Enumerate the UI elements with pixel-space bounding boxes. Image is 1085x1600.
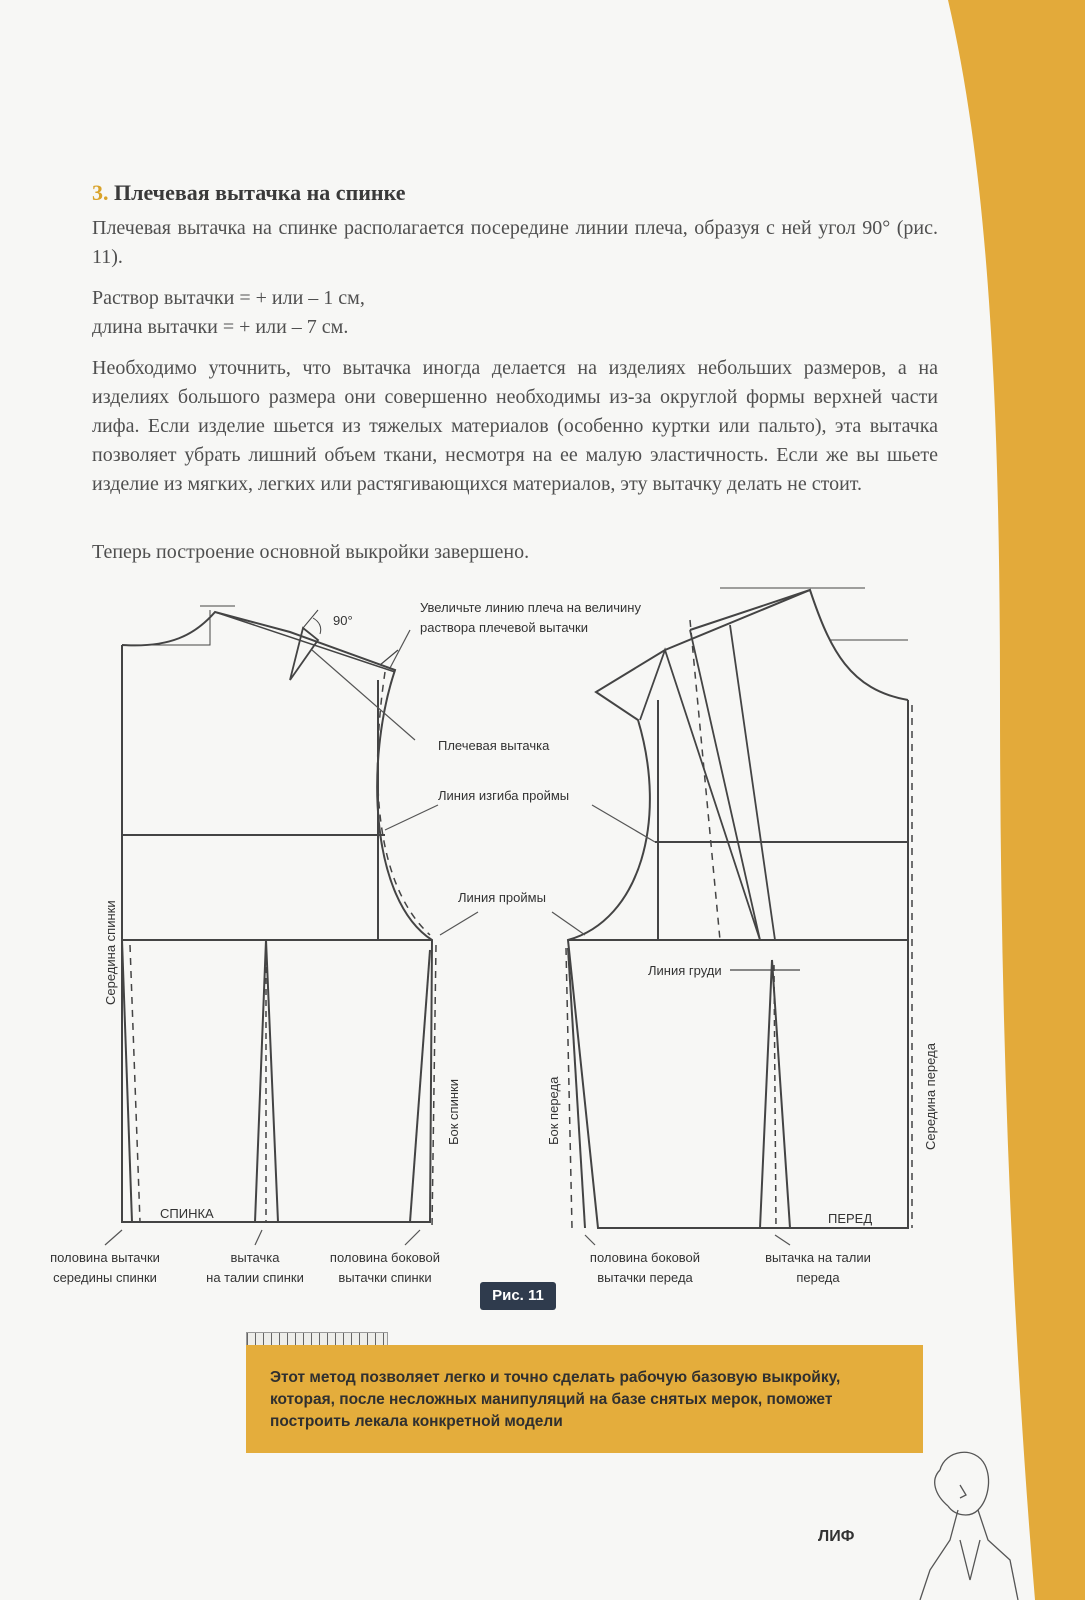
label-back-half-dart-2: середины спинки <box>53 1270 157 1285</box>
paragraph-explanation: Необходимо уточнить, что вытачка иногда делается на изделиях небольших размеров, а на изделиях большого размера они совершенно необходимы из-за округлой формы верхней части лифа. Если изделие шьется из тяжелых материалов (особенно куртки или пальто), эта вытачка позволяет убрать лишний объем ткани, несмотря на ее малую эластичность. Если же вы шьете изделие из мягких, легких или растягивающихся материалов, эту вытачку делать не стоит. <box>92 357 938 495</box>
paragraph-dart-length: длина вытачки = + или – 7 см. <box>92 316 349 338</box>
paragraph-conclusion: Теперь построение основной выкройки завершено. <box>92 541 530 563</box>
label-front-side-dart-2: вытачки переда <box>597 1270 693 1285</box>
back-outline <box>122 612 432 1222</box>
figure-badge: Рис. 11 <box>480 1282 556 1310</box>
note-box: Этот метод позволяет легко и точно сделать рабочую базовую выкройку, которая, после несложных манипуляций на базе снятых мерок, поможет построить лекала конкретной модели <box>246 1345 923 1453</box>
callout-extend-line-1: Увеличьте линию плеча на величину <box>420 600 641 615</box>
footer-chapter-label: ЛИФ <box>818 1528 855 1545</box>
label-back-side-dart-2: вытачки спинки <box>338 1270 432 1285</box>
back-shoulder-dart <box>290 628 318 680</box>
back-center-line <box>122 940 132 1222</box>
back-side-label: Бок спинки <box>446 1079 461 1145</box>
back-center-label: Середина спинки <box>103 900 118 1005</box>
front-center-label: Середина переда <box>923 1043 938 1150</box>
section-number: 3. <box>92 180 109 205</box>
paragraph-intro: Плечевая вытачка на спинке располагается посередине линии плеча, образуя с ней угол 90° (рис. 11). <box>92 217 938 268</box>
back-piece-label: СПИНКА <box>160 1206 214 1221</box>
section-title <box>92 180 406 206</box>
callout-extend-line-2: раствора плечевой вытачки <box>420 620 588 635</box>
label-back-half-dart-1: половина вытачки <box>50 1250 160 1265</box>
angle-label: 90° <box>333 613 353 628</box>
paragraph-dart-width: Раствор вытачки = + или – 1 см, <box>92 287 365 309</box>
callout-armhole: Линия проймы <box>458 890 546 905</box>
label-back-side-dart-1: половина боковой <box>329 1250 441 1265</box>
label-front-waist-dart-2: переда <box>796 1270 840 1285</box>
section-title-text: Плечевая вытачка на спинке <box>114 180 406 205</box>
front-piece-label: ПЕРЕД <box>828 1211 873 1226</box>
label-front-side-dart-1: половина боковой <box>589 1250 701 1265</box>
pattern-diagram <box>0 575 1085 1320</box>
label-front-waist-dart-1: вытачка на талии <box>765 1250 871 1265</box>
callout-shoulder-dart: Плечевая вытачка <box>438 738 550 753</box>
callout-armhole-bend: Линия изгиба проймы <box>438 788 570 803</box>
label-back-waist-dart-2: на талии спинки <box>206 1270 304 1285</box>
label-back-waist-dart-1: вытачка <box>230 1250 280 1265</box>
callout-bust-line: Линия груди <box>648 963 722 978</box>
woman-sketch-icon <box>900 1440 1030 1600</box>
front-side-label: Бок переда <box>546 1076 561 1145</box>
